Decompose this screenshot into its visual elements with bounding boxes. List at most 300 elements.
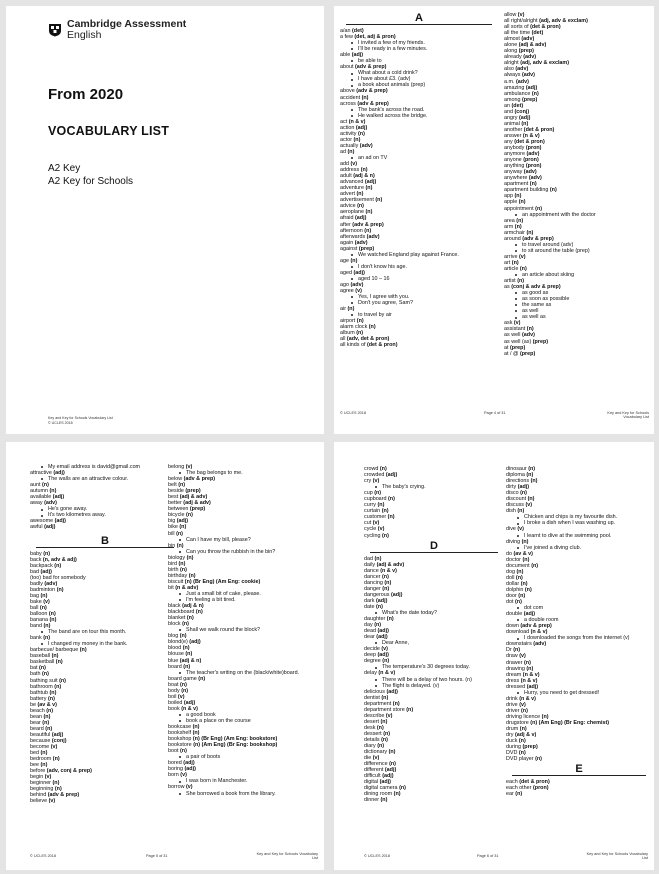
entry-word: better (168, 500, 182, 507)
entry-word: all (340, 336, 346, 343)
part-of-speech: (adj) (351, 52, 364, 59)
example-sentence: an appointment with the doctor (504, 212, 652, 218)
example-sentence: a pair of boots (168, 754, 322, 760)
part-of-speech: (adj) (390, 591, 403, 598)
part-of-speech: (n) (526, 326, 534, 333)
part-of-speech: (n) (381, 508, 389, 515)
example-sentence: Yes, I agree with you. (340, 294, 498, 300)
part-of-speech: (n) (516, 217, 524, 224)
entry-word: discuss (506, 502, 524, 509)
part-of-speech: (n) (389, 761, 396, 768)
part-of-speech: (n) (514, 223, 522, 230)
entry-word: blouse (168, 651, 184, 658)
entry-word: blog (168, 633, 179, 640)
part-of-speech: (v) (43, 598, 50, 605)
heading-rule (370, 552, 498, 553)
part-of-speech: (n) (79, 647, 87, 654)
entry-word: body (168, 687, 180, 694)
part-of-speech: (adj, adv & exclam) (539, 18, 588, 25)
entry-word: album (340, 330, 355, 337)
cover-page (6, 6, 324, 434)
part-of-speech: (n) (383, 730, 391, 737)
part-of-speech: (adj) (355, 124, 368, 131)
part-of-speech: (n) (526, 229, 534, 236)
example-sentence: aged 10 – 16 (340, 276, 498, 282)
entry-word: afternoon (340, 227, 363, 234)
part-of-speech: (adv) (350, 281, 364, 288)
part-of-speech: (prep) (521, 96, 538, 103)
example-sentence: It's two kilometres away. (30, 512, 180, 518)
part-of-speech: (n) (180, 566, 187, 573)
part-of-speech: (n) (380, 797, 388, 804)
part-of-speech: (n) (393, 791, 401, 798)
entry-word: customer (364, 514, 387, 521)
entry-word: all the time (504, 30, 531, 37)
example-sentence: a good book (168, 712, 322, 718)
entry-word: apple (504, 199, 518, 206)
part-of-speech: (n) (178, 482, 186, 489)
entry-word: backpack (30, 562, 53, 569)
entry-word: dolphin (506, 586, 524, 593)
entry-word: available (30, 494, 52, 501)
part-of-speech: (adj) (525, 84, 538, 91)
entry-word: DVD player (506, 756, 534, 763)
part-of-speech: (n) (47, 695, 55, 702)
part-of-speech: (n) (377, 502, 385, 509)
part-of-speech: (n) (368, 324, 376, 331)
entry-word: dish (506, 508, 516, 515)
example-sentence: as good as (504, 290, 652, 296)
part-of-speech: (n) (521, 538, 529, 545)
cover-title: VOCABULARY LIST (48, 124, 170, 138)
part-of-speech: (adv, det & pron) (346, 336, 390, 343)
part-of-speech: (n) (520, 580, 528, 587)
entry-word: drive (506, 701, 518, 708)
part-of-speech: (n) (52, 780, 60, 787)
part-of-speech: (n) (376, 724, 384, 731)
part-of-speech: (prep) (358, 245, 375, 252)
entry-list (168, 464, 322, 797)
part-of-speech: (det & pron) (530, 24, 561, 31)
part-of-speech: (v) (50, 744, 58, 751)
example-sentence: The temperature's 30 degrees today. (364, 664, 504, 670)
part-of-speech: (n) (361, 94, 369, 101)
entry-word: door (506, 592, 517, 599)
footer-page: Page 6 of 31 (477, 854, 499, 858)
part-of-speech: (n) (517, 508, 525, 515)
entry-word: battery (30, 695, 47, 702)
entry-word: crowded (364, 472, 385, 479)
entry-list (340, 28, 498, 348)
part-of-speech: (adv & prep) (520, 623, 552, 630)
part-of-speech: (adv & prep) (522, 235, 554, 242)
entry-word: advert (340, 191, 355, 198)
part-of-speech: (n) (39, 665, 46, 672)
part-of-speech: (adv) (515, 78, 529, 85)
part-of-speech: (n) (180, 681, 187, 688)
part-of-speech: (n) (49, 617, 57, 624)
part-of-speech: (n & v) (378, 670, 396, 677)
entry-word: blond(e) (168, 639, 188, 646)
footer-right: Key and Key for Schools Vocabulary List (586, 852, 648, 861)
part-of-speech: (n) (381, 694, 389, 701)
footer-right: Key and Key for Schools Vocabulary List (607, 411, 649, 420)
part-of-speech: (adv) (526, 151, 540, 158)
entry-word: bee (30, 762, 39, 769)
part-of-speech: (adv) (44, 580, 58, 587)
entry-word: dry (506, 732, 514, 739)
part-of-speech: (n) (511, 259, 519, 266)
entry-word: always (504, 72, 521, 79)
part-of-speech: (n) (357, 203, 364, 210)
part-of-speech: (n) (377, 743, 385, 750)
part-of-speech: (n) (527, 496, 535, 503)
page6-column-1 (364, 466, 504, 803)
entry-word: duck (506, 738, 518, 745)
part-of-speech: (n) (523, 659, 531, 666)
entry-word: blackboard (168, 609, 195, 616)
entry-word: about (340, 64, 354, 71)
part-of-speech: (adv & prep) (352, 221, 384, 228)
part-of-speech: (v) (513, 320, 521, 327)
part-of-speech: (n) (40, 750, 48, 757)
example-sentence: the same as (504, 302, 652, 308)
entry-word: also (504, 66, 514, 73)
part-of-speech: (prep) (519, 350, 536, 357)
entry-word: almost (504, 36, 520, 43)
part-of-speech: (n) (360, 167, 368, 174)
entry-word: dad (364, 555, 373, 562)
page4-column-1 (340, 12, 498, 348)
part-of-speech: (n) (179, 633, 187, 640)
part-of-speech: (n) (374, 490, 382, 497)
example-sentence: He's gone away. (30, 506, 180, 512)
part-of-speech: (adj) (523, 611, 536, 618)
shield-icon (48, 23, 62, 37)
entry-word: all sorts of (504, 24, 529, 31)
part-of-speech: (adj) (376, 634, 388, 641)
part-of-speech: (n & adv) (175, 584, 199, 591)
part-of-speech: (n) (45, 725, 53, 732)
part-of-speech: (v) (377, 526, 385, 533)
entry-word: digital (364, 779, 379, 786)
part-of-speech: (n) (54, 683, 62, 690)
entry-word: download (506, 629, 530, 636)
footer-left: © UCLES 2018 (30, 854, 57, 858)
part-of-speech: (v) (385, 712, 393, 719)
part-of-speech: (n) (54, 786, 62, 793)
entry-word: difficult (364, 773, 381, 780)
entry-word: document (506, 562, 530, 569)
part-of-speech: (adv) (366, 233, 380, 240)
entry-word: begin (30, 774, 44, 781)
entry-word: apartment (504, 181, 529, 188)
entry-word: beginning (30, 786, 54, 793)
example-sentence: The bag belongs to me. (168, 470, 322, 476)
entry-word: board (168, 663, 182, 670)
part-of-speech: (n) (375, 197, 383, 204)
example-sentence: I broke a dish when I was washing up. (506, 520, 652, 526)
part-of-speech: (n) (522, 556, 530, 563)
entry-word: ear (506, 791, 514, 798)
entry-word: believe (30, 798, 48, 805)
part-of-speech: (n) (528, 466, 536, 472)
part-of-speech: (n) (399, 785, 406, 792)
entry-word: dictionary (364, 749, 388, 756)
example-sentence: The band are on tour this month. (30, 629, 180, 635)
example-sentence: as well (504, 308, 652, 314)
entry-word: alarm clock (340, 324, 368, 331)
example-sentence: What's the date today? (364, 610, 504, 616)
part-of-speech: (adj, adv & exclam) (520, 60, 570, 67)
part-of-speech: (n) (178, 560, 186, 567)
part-of-speech: (n) (48, 610, 56, 617)
entry-word: around (504, 235, 521, 242)
part-of-speech: (n) (176, 530, 183, 537)
cambridge-logo (48, 19, 186, 41)
footer-right: Key and Key for Schools Vocabulary List (256, 852, 318, 861)
entry-word: a/an (340, 28, 351, 34)
part-of-speech: (prep) (510, 344, 526, 351)
part-of-speech: (n) (185, 512, 193, 519)
entry-word: afterwards (340, 233, 366, 240)
part-of-speech: (n) (49, 689, 57, 696)
vocab-entry (364, 797, 504, 803)
example-sentence: The flight is delayed. (v) (364, 683, 504, 689)
part-of-speech: (prep) (518, 48, 534, 55)
part-of-speech: (n) (179, 524, 187, 531)
entry-word: black (168, 603, 181, 610)
entry-word: big (168, 518, 176, 525)
part-of-speech: (n) (182, 645, 190, 652)
part-of-speech: (n) (195, 609, 203, 616)
entry-word: dressed (506, 683, 526, 690)
example-sentence: She borrowed a book from the library. (168, 791, 322, 797)
entry-word: anybody (504, 145, 525, 152)
part-of-speech: (n & v) (380, 567, 397, 574)
part-of-speech: (prep) (185, 488, 201, 495)
part-of-speech: (prep) (532, 338, 549, 345)
part-of-speech: (v) (185, 784, 193, 791)
entry-word: biscuit (168, 578, 184, 585)
example-sentence: a book about animals (prep) (340, 82, 498, 88)
example-sentence: The teacher's writing on the (black/white)board. (168, 670, 322, 676)
entry-word: desert (364, 718, 379, 725)
example-sentence: The bank's across the road. (340, 107, 498, 113)
part-of-speech: (n) (52, 756, 60, 763)
footer-page: Page 5 of 31 (146, 854, 168, 858)
entry-word: banana (30, 617, 48, 624)
entry-word: badminton (30, 586, 56, 593)
part-of-speech: (n) (520, 490, 527, 497)
entry-word: describe (364, 712, 385, 719)
entry-word: area (504, 217, 515, 224)
part-of-speech: (pron) (525, 163, 542, 170)
example-sentence: to travel by air (340, 312, 498, 318)
entry-word: bad (30, 568, 39, 575)
part-of-speech: (adj) (183, 699, 196, 706)
entry-word: drum (506, 726, 519, 733)
example-sentence: What about a cold drink? (340, 70, 498, 76)
entry-word: cycling (364, 532, 381, 539)
example-sentence: The walls are an attractive colour. (30, 476, 180, 482)
entry-word: bat (30, 665, 38, 672)
part-of-speech: (n) (43, 623, 51, 630)
entry-word: drugstore (506, 719, 529, 726)
entry-word: all right/alright (504, 18, 538, 25)
entry-word: as well (as) (504, 338, 532, 345)
part-of-speech: (v) (372, 755, 380, 762)
part-of-speech: (adj) (353, 269, 365, 276)
part-of-speech: (n) (Br Eng) (Am Eng: cookie) (184, 578, 261, 585)
entry-word: crowd (364, 466, 379, 472)
entry-word: date (364, 603, 375, 610)
entry-word: difference (364, 761, 388, 768)
entry-word: bookstore (168, 742, 192, 749)
entry-word: as (504, 284, 510, 291)
part-of-speech: (adj) (384, 767, 397, 774)
part-of-speech: (n & v) (348, 118, 366, 125)
entry-word: boat (168, 681, 179, 688)
entry-word: ask (504, 320, 513, 327)
part-of-speech: (v) (381, 646, 388, 653)
part-of-speech: (av & v) (37, 701, 57, 708)
part-of-speech: (n) (183, 663, 191, 670)
cover-footer-line1: Key and Key for Schools Vocabulary List (48, 416, 113, 420)
entry-word: advanced (340, 179, 364, 186)
part-of-speech: (n) (188, 572, 196, 579)
entry-word: adventure (340, 185, 364, 192)
part-of-speech: (adv) (354, 239, 368, 246)
part-of-speech: (n) (356, 330, 364, 337)
entry-word: bird (168, 560, 177, 567)
entry-word: actually (340, 142, 359, 149)
part-of-speech: (n) (192, 730, 200, 737)
entry-word: dream (506, 671, 522, 678)
part-of-speech: (v) (355, 288, 362, 295)
part-of-speech: (conj) (51, 737, 67, 744)
part-of-speech: (n) (521, 120, 529, 127)
part-of-speech: (adj & adv) (518, 42, 547, 49)
part-of-speech: (n) (56, 586, 64, 593)
cover-year: From 2020 (48, 86, 124, 103)
entry-word: cupboard (364, 496, 387, 503)
footer-left: © UCLES 2018 (364, 854, 391, 858)
part-of-speech: (prep) (522, 744, 538, 751)
part-of-speech: (adj) (379, 779, 391, 786)
entry-word: arm (504, 223, 514, 230)
entry-list (364, 466, 504, 539)
entry-word: driving licence (506, 713, 541, 720)
entry-word: do (506, 550, 512, 557)
entry-word: against (340, 245, 358, 252)
part-of-speech: (v) (519, 701, 526, 708)
part-of-speech: (n) (42, 719, 50, 726)
entry-word: during (506, 744, 521, 751)
entry-word: bedroom (30, 756, 52, 763)
cover-subtitle-2: A2 Key for Schools (48, 176, 134, 187)
part-of-speech: (n) (356, 191, 364, 198)
cover-subtitle-1: A2 Key (48, 163, 81, 174)
entry-word: any (504, 138, 513, 145)
cover-footer (48, 416, 113, 425)
part-of-speech: (n) (541, 713, 549, 720)
entry-word: delicious (364, 688, 385, 695)
part-of-speech: (n) (198, 675, 206, 682)
part-of-speech: (n) (530, 478, 538, 485)
entry-word: diary (364, 743, 376, 750)
entry-word: dessert (364, 730, 382, 737)
entry-word: behind (30, 792, 47, 799)
part-of-speech: (adj) (51, 731, 64, 738)
part-of-speech: (n) (39, 604, 47, 611)
part-of-speech: (n) (381, 532, 389, 539)
part-of-speech: (adj) (526, 683, 539, 690)
part-of-speech: (adj) (377, 652, 389, 659)
entry-word: dirty (506, 484, 517, 491)
entry-word: adult (340, 173, 352, 180)
example-sentence: book a place on the course (168, 718, 322, 724)
entry-list (506, 466, 652, 762)
entry-word: awful (30, 524, 43, 531)
entry-word: dot (506, 599, 514, 606)
part-of-speech: (n) (347, 148, 355, 155)
entry-list (30, 464, 183, 531)
part-of-speech: (n) (382, 585, 390, 592)
heading-rule (36, 547, 174, 548)
part-of-speech: (adj) (377, 628, 389, 635)
entry-word: (too) bad for somebody (30, 574, 86, 581)
part-of-speech: (n) (379, 466, 387, 472)
part-of-speech: (n & v) (181, 705, 198, 712)
entry-word: at (504, 344, 509, 351)
part-of-speech: (n) (49, 488, 57, 495)
entry-word: diving (506, 538, 521, 545)
entry-word: balloon (30, 610, 48, 617)
entry-word: artist (504, 278, 516, 285)
example-sentence: Just a small bit of cake, please. (168, 591, 322, 597)
part-of-speech: (v) (180, 772, 187, 779)
part-of-speech: (n) (181, 687, 189, 694)
entry-word: desk (364, 724, 376, 731)
part-of-speech: (n) (387, 514, 395, 521)
part-of-speech: (n) (520, 707, 528, 714)
entry-word: animal (504, 120, 520, 127)
part-of-speech: (adj) (184, 766, 196, 773)
part-of-speech: (n) (514, 193, 522, 200)
example-sentence: I don't know his age. (340, 264, 498, 270)
entry-word: deep (364, 652, 376, 659)
entry-word: between (168, 506, 189, 513)
entry-word: bag (30, 592, 39, 599)
example-sentence: He walked across the bridge. (340, 113, 498, 119)
page5-column-2 (168, 464, 322, 797)
entry-word: details (364, 736, 380, 743)
letter-heading: B (101, 534, 109, 547)
part-of-speech: (n) (Am Eng) (Br Eng: chemist) (530, 719, 610, 726)
part-of-speech: (adj) (355, 215, 367, 222)
part-of-speech: (n) (376, 603, 383, 610)
part-of-speech: (n) (353, 136, 361, 143)
entry-word: different (364, 767, 384, 774)
entry-word: discount (506, 496, 527, 503)
entry-word: all kinds of (340, 342, 366, 349)
vocab-page-5 (6, 442, 324, 870)
vocab-entry (504, 351, 652, 357)
entry-word: as well (504, 332, 521, 339)
entry-word: band (30, 623, 42, 630)
example-sentence: I've joined a diving club. (506, 545, 652, 551)
